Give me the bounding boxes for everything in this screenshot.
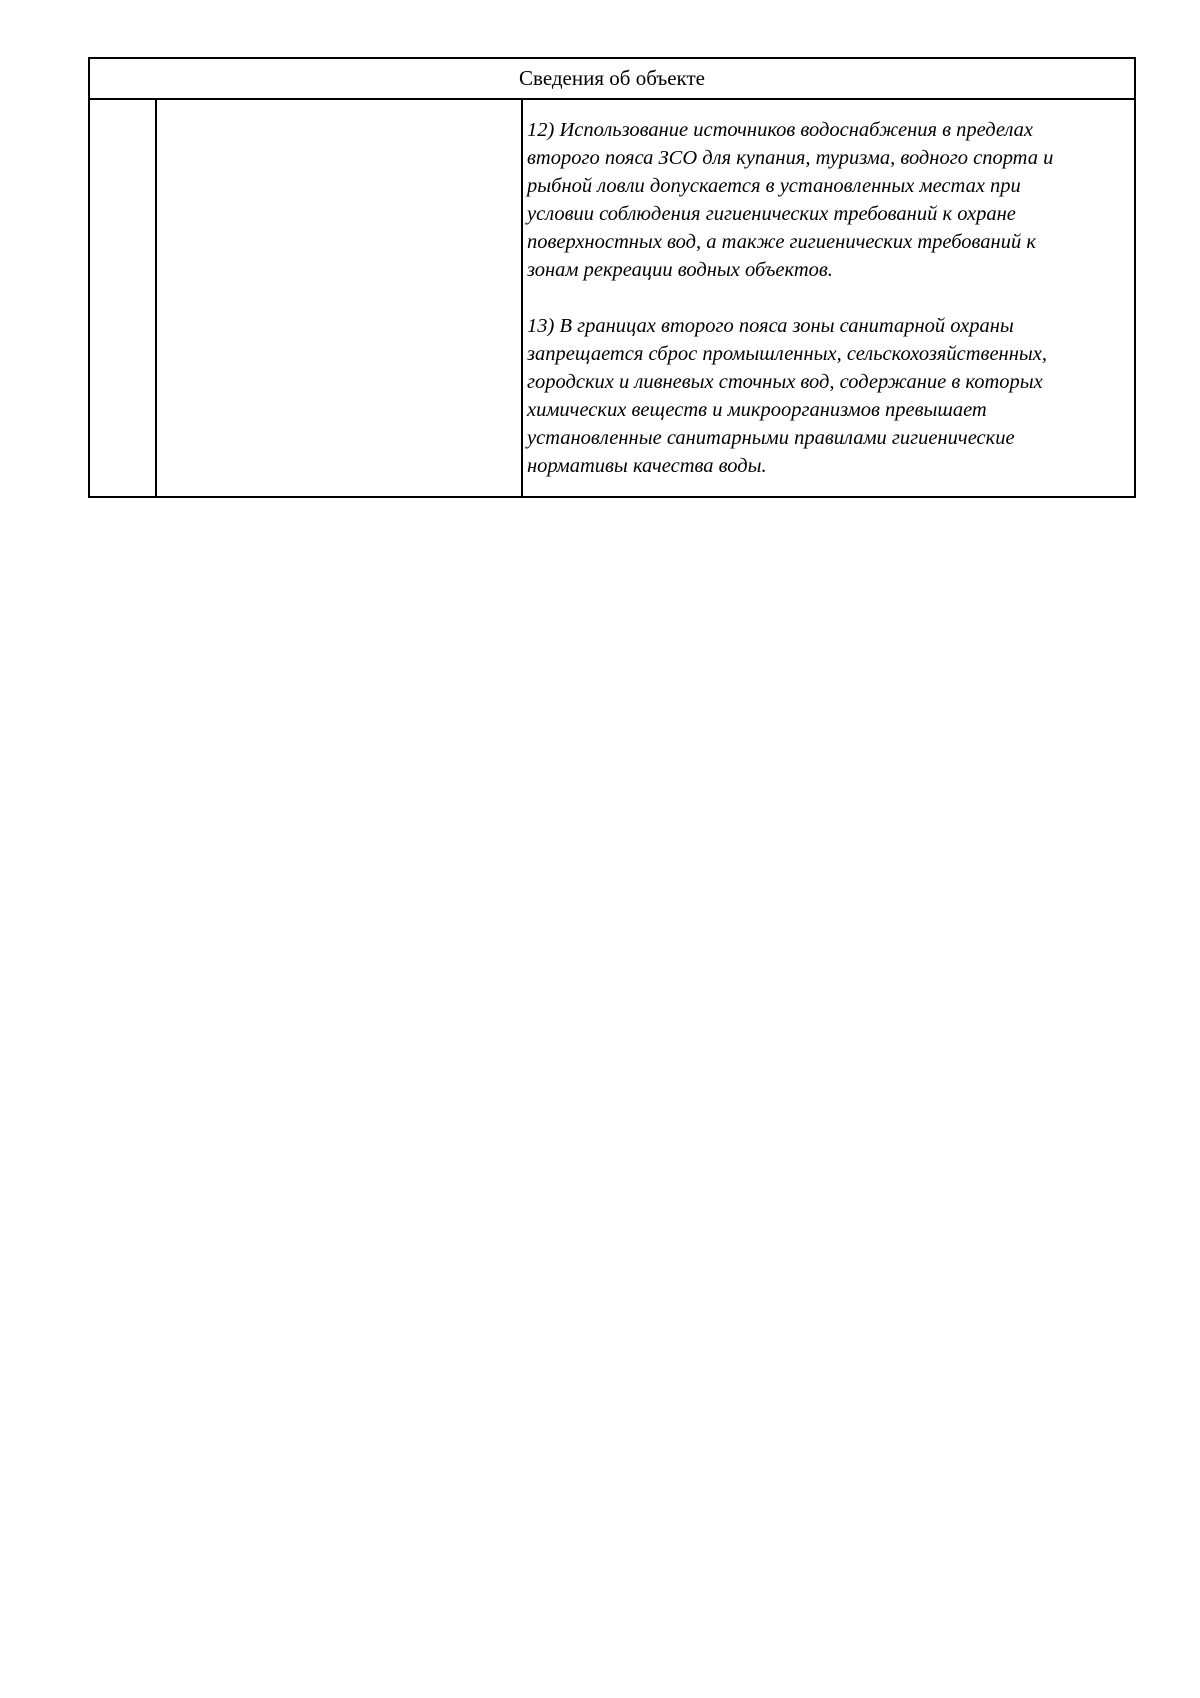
- table-header-row: [89, 58, 1135, 99]
- object-info-table: [88, 57, 1136, 498]
- paragraph-12: 12) Использование источников водоснабжения в пределах второго пояса ЗСО для купания, туризма, водного спорта и рыбной ловли допускается в установленных местах при условии соблюдения гигиенических требований к охране поверхностных вод, а также гигиенических требований к зонам рекреации водных объектов.: [527, 119, 1054, 281]
- table-header-title: Сведения об объекте: [89, 58, 1135, 99]
- row-name-cell: [156, 99, 522, 497]
- row-text-cell: [522, 99, 1135, 497]
- table-row: [89, 99, 1135, 497]
- paragraph-13: 13) В границах второго пояса зоны санитарной охраны запрещается сброс промышленных, сельскохозяйственных, городских и ливневых сточных вод, содержание в которых химических веществ и микроорганизмов превышает установленные санитарными правилами гигиенические нормативы качества воды.: [527, 315, 1047, 477]
- row-number-cell: [89, 99, 156, 497]
